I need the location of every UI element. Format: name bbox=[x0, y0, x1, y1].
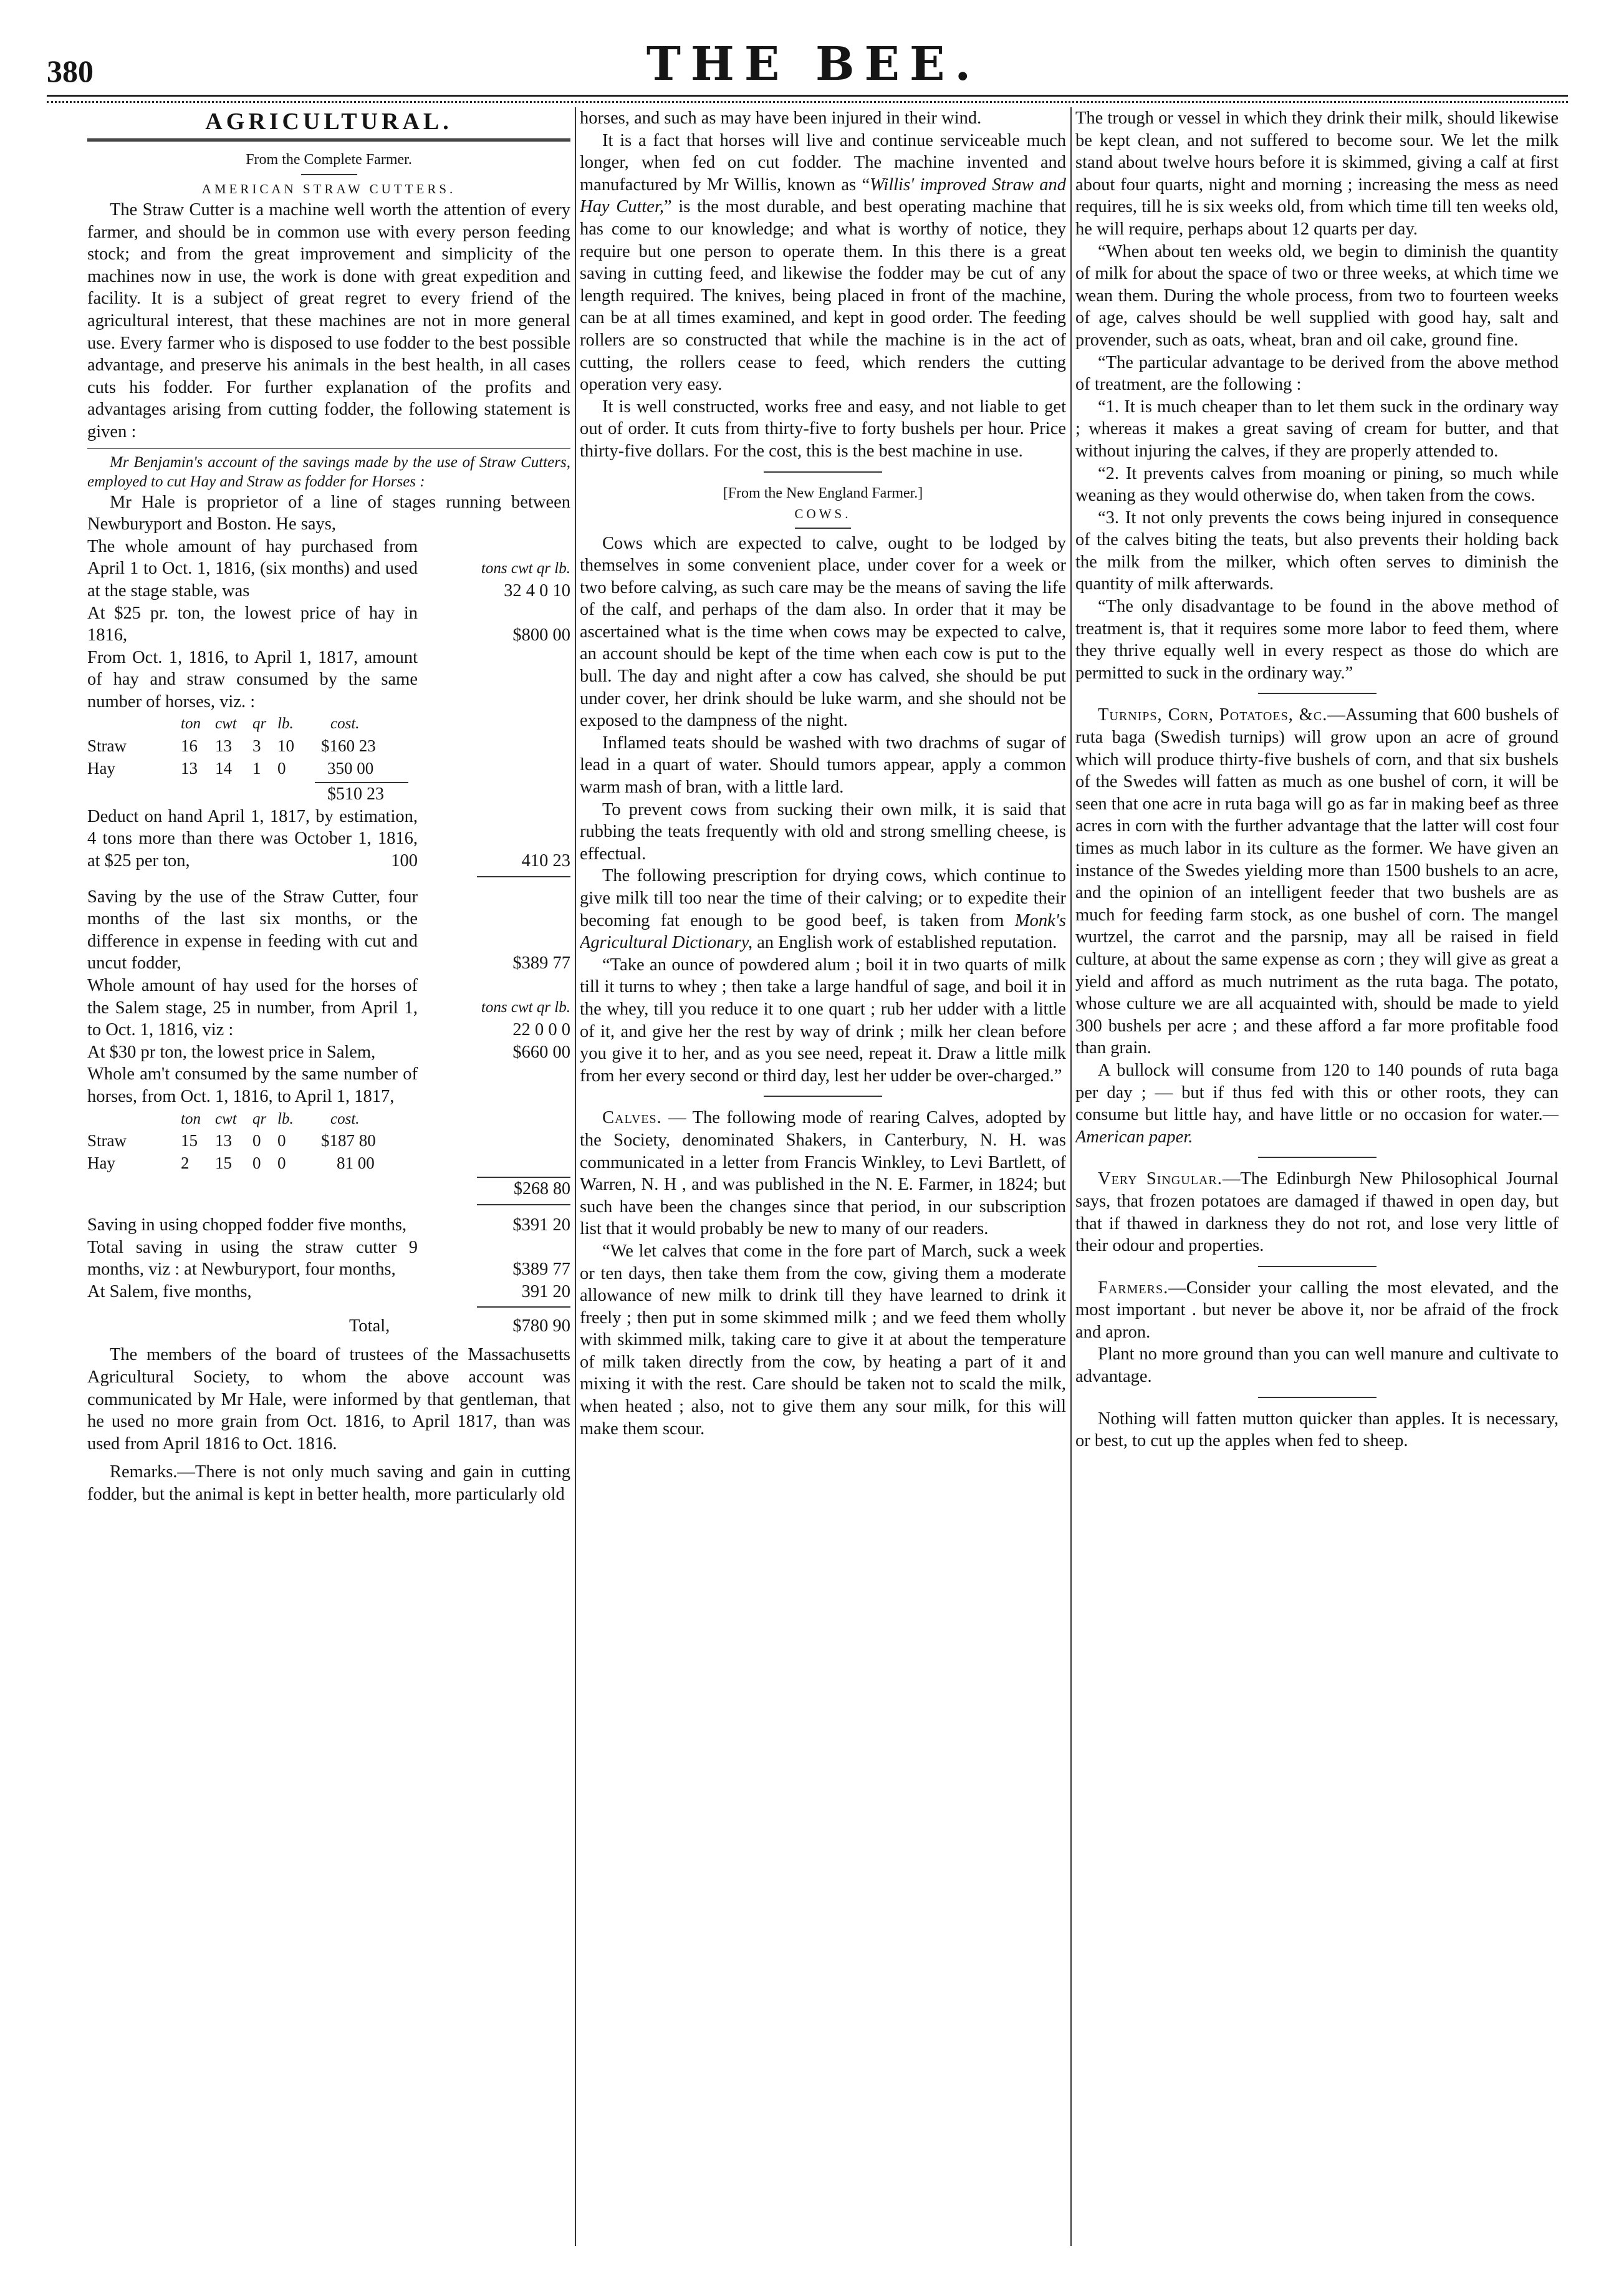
article-paragraph: To prevent cows from sucking their own milk, it is said that rubbing the teats frequently with old and strong smelling cheese, is effectual. bbox=[580, 799, 1066, 864]
masthead-rule bbox=[47, 95, 1568, 103]
sub-table-cell: 13 bbox=[215, 736, 232, 756]
sub-table-cell: 1 bbox=[252, 758, 261, 778]
sub-table-total bbox=[87, 1178, 570, 1200]
sub-table-total bbox=[87, 783, 570, 806]
machine-name: Willis' improved Straw and Hay Cutter, bbox=[580, 175, 1066, 217]
article-paragraph: The members of the board of trustees of the Massachusetts Agricultural Society, to whom the above account was communicated by Mr Hale, were informed by that gentleman, that he used no more grain from Oct. 1816, to April 1817, than was used from April 1816 to Oct. 1816. bbox=[87, 1345, 570, 1454]
account-value: 32 4 0 10 bbox=[504, 581, 570, 600]
sub-table-head-cell: cwt bbox=[215, 715, 237, 733]
text-run: A bullock will consume from 120 to 140 pounds of ruta baga per day ; — but if thus fed with this or other roots, they can consume but little hay, and have little or no occasion for water. bbox=[1075, 1060, 1559, 1125]
divider bbox=[301, 174, 357, 175]
paragraph-lead: Calves. bbox=[602, 1108, 662, 1128]
sub-table-total-value: $268 80 bbox=[514, 1179, 570, 1199]
account-text: Saving by the use of the Straw Cutter, four months of the last six months, or the difference in expense in feeding with cut and uncut fodder, bbox=[87, 887, 418, 973]
sub-table-cell: 350 00 bbox=[327, 758, 374, 778]
sub-table-head-cell: qr bbox=[252, 1110, 267, 1127]
sub-table-head-cell: qr bbox=[252, 715, 267, 733]
article-paragraph: “When about ten weeks old, we begin to diminish the quantity of milk for about the space of two or three weeks, at which time we wean them. During the whole process, from two to fourteen weeks of age, calves should be well supplied with good hay, salt and provender, such as oats, wheat, bran and oil cake, ground fine. bbox=[1075, 241, 1559, 350]
total-label: Total, bbox=[349, 1316, 390, 1336]
account-text: At Salem, five months, bbox=[87, 1281, 252, 1301]
sub-table-cell: 3 bbox=[252, 736, 261, 756]
column-1 bbox=[87, 107, 570, 2252]
article-paragraph bbox=[580, 865, 1066, 953]
account-entry bbox=[87, 1281, 570, 1303]
sub-table-header bbox=[87, 1108, 570, 1131]
sub-table-cell: 13 bbox=[181, 758, 198, 778]
sub-table-head-cell: lb. bbox=[277, 1110, 294, 1127]
sub-table-row bbox=[87, 735, 570, 758]
sub-table-cell: 0 bbox=[252, 1153, 261, 1172]
account-text: Whole amount of hay used for the horses of the Salem stage, 25 in number, from April 1, to Oct. 1, 1816, viz : bbox=[87, 976, 418, 1040]
article-paragraph: “We let calves that come in the fore part of March, suck a week or ten days, then take them from the cow, giving them a moderate allowance of new milk to drink till they have learned to drink it freely ; then put in some skimmed milk ; and we feed them wholly with skimmed milk, taking care to give it at about the temperature of milk taken directly from the cow, by heating a part of it and mixing it with the rest. Care should be taken not to scald the milk, when heated ; also, not to give them any sour milk, for this will make them scour. bbox=[580, 1241, 1066, 1439]
department-heading: AGRICULTURAL. bbox=[87, 107, 570, 142]
sum-rule bbox=[477, 1204, 570, 1205]
sub-table-cell: 13 bbox=[215, 1131, 232, 1150]
text-run: an English work of established reputation. bbox=[752, 933, 1057, 953]
account-value: 410 23 bbox=[521, 851, 570, 871]
divider bbox=[1258, 1397, 1377, 1398]
account-value: $391 20 bbox=[512, 1215, 570, 1235]
sub-table-cell: $187 80 bbox=[321, 1131, 376, 1150]
sub-table-cell: 81 00 bbox=[337, 1153, 375, 1172]
account-text: At $30 pr ton, the lowest price in Salem, bbox=[87, 1042, 376, 1062]
sub-table-row bbox=[87, 1130, 570, 1152]
sub-table-cell: 0 bbox=[252, 1131, 261, 1150]
article-paragraph: “Take an ounce of powdered alum ; boil it in two quarts of milk till it turns to whey ; then take a large handful of sage, and boil it in the whey, till you reduce it to one quart ; rub her udder with a little of it, and give her the rest by way of drink ; milk her clean before you give it to her, and as you see need, repeat it. Draw a little milk from her every second or third day, lest her udder be over-charged.” bbox=[580, 955, 1066, 1086]
column-3 bbox=[1075, 107, 1559, 2252]
article-paragraph: “The only disadvantage to be found in the above method of treatment is, that it requires some more labor to feed them, where they thrive equally well in every respect as those do which are permitted to suck in the ordinary way.” bbox=[1075, 597, 1559, 683]
account-entry bbox=[87, 886, 570, 975]
column-rule-1 bbox=[575, 107, 576, 2246]
sub-table-head-cell: ton bbox=[181, 715, 201, 733]
account-entry bbox=[87, 975, 570, 1041]
sub-table-cell: 2 bbox=[181, 1153, 190, 1172]
column-rule-2 bbox=[1070, 107, 1072, 2246]
account-total bbox=[87, 1315, 570, 1338]
sum-rule bbox=[477, 1306, 570, 1308]
masthead bbox=[34, 25, 1593, 97]
sub-table-cell: 15 bbox=[181, 1131, 198, 1150]
text-run: ” is the most durable, and best operating machine that has come to our knowledge; and what is worthy of notice, they require but one person to operate them. In this there is a great saving in cutting feed, and likewise the fodder may be cut of any length required. The knives, being placed in front of the machine, can be at all times examined, and kept in good order. The feeding rollers are so constructed that while the machine is in the act of cutting, the rollers cease to feed, which renders the cutting operation very easy. bbox=[580, 197, 1066, 395]
sub-table-head-cell: cost. bbox=[330, 1110, 360, 1127]
article-paragraph: Inflamed teats should be washed with two drachms of sugar of lead in a quart of water. Should tumors appear, apply a common warm mash of bran, with a little lard. bbox=[580, 733, 1066, 798]
article-paragraph: horses, and such as may have been injured in their wind. bbox=[580, 108, 982, 128]
account-units: tons cwt qr lb. bbox=[481, 559, 570, 577]
account-value: $660 00 bbox=[512, 1042, 570, 1062]
divider bbox=[764, 471, 882, 473]
newspaper-title: THE BEE. bbox=[646, 37, 981, 91]
article-paragraph: “2. It prevents calves from moaning or pining, so much while weaning as they would otherwise do, when taken from the cows. bbox=[1075, 463, 1559, 506]
sub-table-row bbox=[87, 758, 570, 780]
account-entry bbox=[87, 1237, 570, 1281]
text-run: It is a fact that horses will live and continue serviceable much longer, when fed on cut fodder. The machine invented and manufactured by Mr Willis, known as “ bbox=[580, 130, 1066, 195]
article-paragraph bbox=[580, 130, 1066, 396]
sub-table-cell: 14 bbox=[215, 758, 232, 778]
account-entry bbox=[87, 1214, 570, 1237]
divider bbox=[795, 528, 851, 529]
account-title: Mr Benjamin's account of the savings made by the use of Straw Cutters, employed to cut Hay and Straw as fodder for Horses : bbox=[87, 453, 570, 490]
account-value: 22 0 0 0 bbox=[512, 1020, 570, 1040]
article-paragraph bbox=[580, 1107, 1066, 1240]
article-paragraph: Plant no more ground than you can well manure and cultivate to advantage. bbox=[1075, 1344, 1559, 1387]
account-value: $389 77 bbox=[512, 953, 570, 973]
sub-table-row bbox=[87, 1152, 570, 1175]
article-source: From the Complete Farmer. bbox=[246, 152, 412, 168]
sub-table-head-cell: cwt bbox=[215, 1110, 237, 1127]
account-entry bbox=[87, 602, 570, 647]
account-entry bbox=[87, 806, 570, 872]
article-paragraph: “3. It not only prevents the cows being injured in consequence of the calves biting the teats, but also prevents their holding back the milk from the milker, which often serves to diminish the quantity of milk afterwards. bbox=[1075, 508, 1559, 594]
account-value: 391 20 bbox=[521, 1281, 570, 1301]
sub-table-cell: Hay bbox=[87, 758, 115, 778]
article-paragraph bbox=[1075, 1277, 1559, 1344]
sub-table-head-cell: lb. bbox=[277, 715, 294, 733]
sub-table-cell: 15 bbox=[215, 1153, 232, 1172]
article-heading: AMERICAN STRAW CUTTERS. bbox=[201, 181, 456, 196]
paragraph-lead: Farmers. bbox=[1098, 1278, 1169, 1298]
source-credit: —American paper. bbox=[1075, 1105, 1559, 1147]
text-run: —The Edinburgh New Philosophical Journal says, that frozen potatoes are damaged if thawed in open day, but that if thawed in darkness they do not rot, and lose very little of their odour and properties. bbox=[1075, 1169, 1559, 1256]
page-number: 380 bbox=[47, 54, 94, 89]
article-paragraph: Remarks.—There is not only much saving and gain in cutting fodder, but the animal is kept in better health, more particularly old bbox=[87, 1462, 570, 1504]
article-paragraph bbox=[1075, 1168, 1559, 1256]
account-mid-value: 100 bbox=[391, 851, 418, 871]
article-heading: COWS. bbox=[794, 506, 852, 521]
account-text: Total saving in using the straw cutter 9 months, viz : at Newburyport, four months, bbox=[87, 1237, 418, 1280]
sub-table-cell: 10 bbox=[277, 736, 294, 756]
account-text: Saving in using chopped fodder five months, bbox=[87, 1215, 407, 1235]
sum-rule bbox=[477, 876, 570, 877]
account-entry bbox=[87, 647, 570, 713]
sub-table-cell: $160 23 bbox=[321, 736, 376, 756]
account-value: $800 00 bbox=[512, 625, 570, 645]
divider bbox=[1258, 693, 1377, 694]
article-paragraph: Mr Hale is proprietor of a line of stages running between Newburyport and Boston. He says, bbox=[87, 492, 570, 534]
article-source: [From the New England Farmer.] bbox=[723, 485, 923, 501]
sub-table-cell: 0 bbox=[277, 1153, 286, 1172]
account-entry bbox=[87, 536, 570, 602]
account-text: The whole amount of hay purchased from April 1 to Oct. 1, 1816, (six months) and used at the stage stable, was bbox=[87, 536, 418, 600]
paragraph-lead: Turnips, Corn, Potatoes, &c. bbox=[1098, 705, 1328, 725]
article-paragraph: Cows which are expected to calve, ought to be lodged by themselves in some convenient place, under cover for a week or two before calving, as such care may be the means of saving the life of the calf, and perhaps of the dam also. In order that it may be ascertained what is the time when cows may be expected to calve, an account should be kept of the time when each cow is put to the bull. The day and night after a cow has calved, she should be put under cover, her drink should be luke warm, and she should not be exposed to the dampness of the night. bbox=[580, 533, 1066, 731]
sub-table-cell: 16 bbox=[181, 736, 198, 756]
account-entry bbox=[87, 1063, 570, 1107]
article-paragraph: The trough or vessel in which they drink their milk, should likewise be kept clean, and not suffered to become sour. We let the milk stand about twelve hours before it is skimmed, giving a calf at first about four quarts, night and morning ; increasing the mess as need requires, till he is six weeks old, from which time till ten weeks old, he will require, perhaps about 12 quarts per day. bbox=[1075, 108, 1559, 239]
article-paragraph: The Straw Cutter is a machine well worth the attention of every farmer, and should be in common use with every person feeding stock; and from the great improvement and simplicity of the machines now in use, the work is done with great expedition and facility. It is a subject of great regret to every friend of the agricultural interest, that these machines are not in more general use. Every farmer who is disposed to use fodder to the best possible advantage, and preserve his animals in the best health, in all cases cuts his fodder. For further explanation of the profits and advantages arising from cutting fodder, the following statement is given : bbox=[87, 200, 570, 441]
text-run: The following prescription for drying cows, which continue to give milk till too near the time of their calving; or to expedite their becoming fat enough to be good beef, is taken from bbox=[580, 866, 1066, 930]
sub-table-cell: Hay bbox=[87, 1153, 115, 1172]
sub-table-cell: Straw bbox=[87, 736, 127, 756]
total-value: $780 90 bbox=[512, 1316, 570, 1336]
text-run: —Consider your calling the most elevated, and the most important . but never be above it, nor be afraid of the frock and apron. bbox=[1075, 1278, 1559, 1342]
column-2 bbox=[580, 107, 1066, 2252]
divider bbox=[87, 448, 570, 449]
account-text: At $25 pr. ton, the lowest price of hay in 1816, bbox=[87, 603, 418, 645]
divider bbox=[764, 1096, 882, 1097]
account-entry bbox=[87, 1041, 570, 1064]
article-paragraph bbox=[1075, 704, 1559, 1059]
account-units: tons cwt qr lb. bbox=[481, 999, 570, 1016]
article-paragraph: Nothing will fatten mutton quicker than apples. It is necessary, or best, to cut up the apples when fed to sheep. bbox=[1075, 1409, 1559, 1451]
text-run: — The following mode of rearing Calves, adopted by the Society, denominated Shakers, in Canterbury, N. H. was communicated in a letter from Francis Winkley, to Levi Bartlett, of Warren, N. H , and was published in the N. E. Farmer, in 1824; but such have been the changes since that period, in our subscription list that it would probably be new to many of our readers. bbox=[580, 1108, 1066, 1239]
article-paragraph: It is well constructed, works free and easy, and not liable to get out of order. It cuts from thirty-five to forty bushels per hour. Price thirty-five dollars. For the cost, this is the best machine in use. bbox=[580, 397, 1066, 461]
sub-table-total-value: $510 23 bbox=[327, 784, 384, 804]
divider bbox=[1258, 1157, 1377, 1158]
account-value: $389 77 bbox=[512, 1260, 570, 1280]
sub-table-head-cell: cost. bbox=[330, 715, 360, 733]
paragraph-lead: Very Singular. bbox=[1098, 1169, 1223, 1189]
book-title: Monk's Agricultural Dictionary, bbox=[580, 910, 1066, 953]
sub-table-cell: Straw bbox=[87, 1131, 127, 1150]
divider bbox=[1258, 1266, 1377, 1267]
sub-table-cell: 0 bbox=[277, 1131, 286, 1150]
account-text: Deduct on hand April 1, 1817, by estimation, 4 tons more than there was October 1, 1816, at $25 per ton, bbox=[87, 806, 418, 871]
sub-table-head-cell: ton bbox=[181, 1110, 201, 1127]
sub-table-cell: 0 bbox=[277, 758, 286, 778]
article-paragraph: “The particular advantage to be derived from the above method of treatment, are the following : bbox=[1075, 352, 1559, 395]
article-paragraph bbox=[1075, 1059, 1559, 1148]
account-text: From Oct. 1, 1816, to April 1, 1817, amount of hay and straw consumed by the same number of horses, viz. : bbox=[87, 647, 418, 711]
sub-table-header bbox=[87, 713, 570, 735]
article-paragraph: “1. It is much cheaper than to let them suck in the ordinary way ; whereas it makes a great saving of cream for butter, and that without injuring the calves, if they are properly attended to. bbox=[1075, 397, 1559, 461]
text-run: —Assuming that 600 bushels of ruta baga (Swedish turnips) will grow upon an acre of ground which will produce thirty-five bushels of corn, and that six bushels of the Swedes will fatten as much as one bushel of corn, it will be seen that one acre in ruta baga will go as far in making beef as three acres in corn with the further advantage that the latter will cost four times as much labor in its culture as the former. We have given an instance of the Swedes yielding more than 1500 bushels to an acre, and the opinion of an intelligent feeder that two bushels are as much for feeding farm stock, as one bushel of corn. The mangel wurtzel, the carrot and the parsnip, may all be raised in field culture, at about the same expense as corn ; they will give as great a yield and afford as much nutriment as the ruta baga. The potato, whose culture we are all acquainted with, should be made to yield 300 bushels per acre ; and these afford a far more profitable food than grain. bbox=[1075, 705, 1559, 1058]
account-text: Whole am't consumed by the same number of horses, from Oct. 1, 1816, to April 1, 1817, bbox=[87, 1064, 418, 1106]
